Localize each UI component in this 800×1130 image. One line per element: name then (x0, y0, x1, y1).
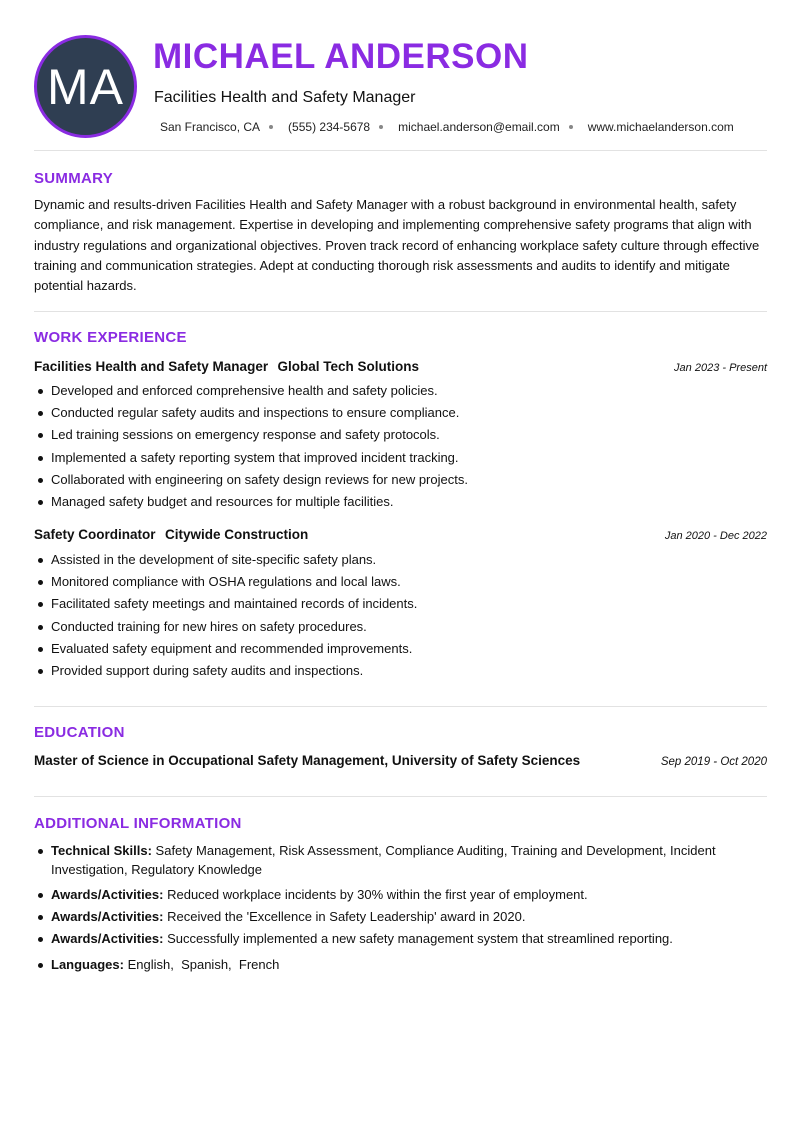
job-header (34, 526, 767, 544)
info-text: Received the 'Excellence in Safety Leadership' award in 2020. (167, 909, 526, 924)
list-item (34, 956, 764, 975)
list-item: Assisted in the development of site-specific safety plans. (34, 549, 764, 571)
list-item: Monitored compliance with OSHA regulations and local laws. (34, 571, 764, 593)
contact-email[interactable]: michael.anderson@email.com (398, 120, 560, 134)
summary-text: Dynamic and results-driven Facilities Health and Safety Manager with a robust background in environmental health, safety compliance, and risk management. Expertise in developing and implementing comprehensive safety programs that align with industry regulations and organizational objectives. Proven track record of enhancing workplace safety culture through effective training and communication strategies. Adept at conducting thorough risk assessments and audits to identify and mitigate potential hazards. (34, 197, 760, 294)
contact-phone: (555) 234-5678 (288, 120, 371, 134)
section-divider (34, 706, 767, 707)
contact-location: San Francisco, CA (160, 120, 261, 134)
job-bullets (34, 549, 764, 682)
list-item: Developed and enforced comprehensive health and safety policies. (34, 380, 764, 402)
list-item: Conducted regular safety audits and inspections to ensure compliance. (34, 402, 764, 424)
avatar-initials: MA (47, 58, 124, 115)
job-role-company (34, 358, 419, 376)
info-label: Awards/Activities: (51, 931, 164, 946)
job-company: Global Tech Solutions (277, 359, 420, 374)
info-text: Successfully implemented a new safety management system that streamlined reporting. (167, 931, 673, 946)
list-item: Collaborated with engineering on safety design reviews for new projects. (34, 469, 764, 491)
education-entry (34, 753, 767, 768)
list-item: Managed safety budget and resources for multiple facilities. (34, 491, 764, 513)
section-divider (34, 150, 767, 151)
education-degree: Master of Science in Occupational Safety Management, University of Safety Sciences (34, 753, 581, 768)
contact-website[interactable]: www.michaelanderson.com (587, 120, 734, 134)
candidate-title: Facilities Health and Safety Manager (154, 89, 416, 106)
info-text: Safety Management, Risk Assessment, Compliance Auditing, Training and Development, Incident Investigation, Regulatory Knowledge (51, 843, 716, 877)
separator-dot (569, 125, 573, 129)
job-company: Citywide Construction (164, 527, 309, 542)
info-text: Reduced workplace incidents by 30% within the first year of employment. (167, 887, 588, 902)
list-item: Provided support during safety audits and inspections. (34, 660, 764, 682)
summary-heading: SUMMARY (34, 170, 114, 187)
list-item (34, 886, 764, 905)
education-heading: EDUCATION (34, 724, 125, 741)
additional-heading: ADDITIONAL INFORMATION (34, 815, 242, 832)
job-role: Facilities Health and Safety Manager (34, 359, 269, 374)
education-dates: Sep 2019 - Oct 2020 (660, 756, 767, 768)
job-role-company (34, 526, 308, 544)
job-header (34, 358, 767, 376)
section-divider (34, 311, 767, 312)
avatar (34, 35, 137, 138)
separator-dot (269, 125, 273, 129)
candidate-name: MICHAEL ANDERSON (153, 37, 529, 76)
contact-row (160, 120, 734, 134)
list-item (34, 930, 764, 949)
additional-list (34, 842, 764, 974)
job-dates: Jan 2020 - Dec 2022 (664, 530, 767, 542)
job-dates: Jan 2023 - Present (674, 362, 767, 374)
experience-heading: WORK EXPERIENCE (34, 329, 187, 346)
list-item: Conducted training for new hires on safety procedures. (34, 616, 764, 638)
info-label: Technical Skills: (51, 843, 152, 858)
info-text: English, Spanish, French (127, 956, 280, 972)
section-divider (34, 796, 767, 797)
info-label: Awards/Activities: (51, 909, 164, 924)
separator-dot (379, 125, 383, 129)
list-item: Evaluated safety equipment and recommended improvements. (34, 638, 764, 660)
list-item: Led training sessions on emergency response and safety protocols. (34, 424, 764, 446)
info-label: Languages: (51, 956, 124, 972)
info-label: Awards/Activities: (51, 887, 164, 902)
list-item: Implemented a safety reporting system that improved incident tracking. (34, 447, 764, 469)
list-item (34, 908, 764, 927)
job-role: Safety Coordinator (34, 527, 156, 542)
job-bullets (34, 380, 764, 513)
list-item: Facilitated safety meetings and maintained records of incidents. (34, 593, 764, 615)
list-item (34, 842, 764, 879)
